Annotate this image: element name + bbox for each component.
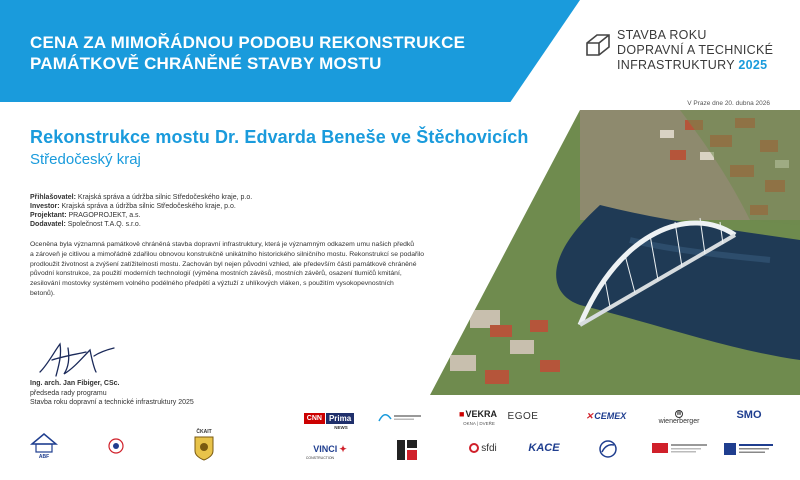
award-title <box>30 32 530 74</box>
brand-line-3: INFRASTRUKTURY <box>617 58 735 72</box>
sfdi-logo <box>462 440 504 456</box>
description-line: prodloužit životnost a zvýšení zatížitelnosti mostu. Zachován byl nejen původní vzhled, ale především části památkově chráněné <box>30 260 417 268</box>
parties-list <box>30 193 252 229</box>
abf-logo <box>30 432 58 460</box>
ckait-logo <box>186 430 222 462</box>
description-line: Oceněna byla významná památkově chráněná stavba dopravní infrastruktury, která je významným odkazem umu našich předků <box>30 241 415 248</box>
project-title: Rekonstrukce mostu Dr. Edvarda Beneše ve Štěchovicích <box>30 127 529 147</box>
vekra-tagline: OKNA | DVEŘE <box>463 420 495 426</box>
cemex-label: CEMEX <box>594 411 627 421</box>
party-value: Krajská správa a údržba silnic Středočeského kraje, p.o. <box>61 203 236 210</box>
cnn-label: CNN <box>304 413 325 424</box>
sfdi-label: sfdi <box>481 442 497 454</box>
party-value: Krajská správa a údržba silnic Středočeského kraje, p.o. <box>77 194 253 201</box>
party-label: Investor: <box>30 203 60 210</box>
brand-line-2: DOPRAVNÍ A TECHNICKÉ <box>617 43 774 57</box>
signature-image <box>34 338 124 380</box>
brand-line-1: STAVBA ROKU <box>617 28 707 42</box>
brand-cube-icon <box>583 31 613 63</box>
vekra-logo: ■ VEKRA <box>459 409 497 419</box>
vinci-tagline: CONSTRUCTION <box>305 455 335 460</box>
party-row <box>30 220 252 229</box>
ministry-logo <box>98 437 134 456</box>
csi-logo <box>595 439 621 459</box>
cemex-logo: ✕ CEMEX <box>585 410 627 421</box>
bridge-aerial-photo <box>430 110 800 395</box>
party-label: Projektant: <box>30 212 67 219</box>
header-banner <box>0 0 800 102</box>
description-line: betonů). <box>30 289 55 297</box>
association-logo <box>724 441 774 457</box>
description-line: a zároveň je citlivou a mimořádně zdařilou obnovou konstrukčně unikátního historického silničního mostu. Rekonstrukcí se podařilo <box>30 250 425 258</box>
brand-year: 2025 <box>738 58 768 72</box>
prima-label: Prima <box>326 413 354 424</box>
abf-label: ABF <box>38 454 50 460</box>
news-label: NEWS <box>334 424 348 430</box>
wienerberger-label: wienerberger <box>658 417 700 425</box>
project-region: Středočeský kraj <box>30 151 141 168</box>
date-line: V Praze dne 20. dubna 2026 <box>687 100 770 107</box>
signer-name: Ing. arch. Jan Fibiger, CSc. <box>30 380 120 387</box>
mdcr-logo <box>377 410 423 424</box>
signer-block <box>30 379 194 408</box>
smo-logo: SMO <box>736 409 762 421</box>
ckait-label: ČKAIT <box>196 429 212 435</box>
vinci-label: VINCI <box>313 444 338 454</box>
description-line: zesilování mostovky systémem volného podélného předpětí a výztuží z uhlíkových vláken, s použitím vysokopevnostních <box>30 280 394 288</box>
party-row <box>30 193 252 202</box>
signer-program: Stavba roku dopravní a technické infrastruktury 2025 <box>30 399 194 406</box>
party-label: Dodavatel: <box>30 221 66 228</box>
description-line: původní konstrukce, za použití moderních technologií (výměna mostních závěsů, mostních závěrů, osazení tlumičů kmitání, <box>30 270 402 278</box>
party-value: Společnost T.A.Q. s.r.o. <box>67 221 141 228</box>
party-label: Přihlašovatel: <box>30 194 76 201</box>
award-title-line-1: CENA ZA MIMOŘÁDNOU PODOBU REKONSTRUKCE <box>30 33 466 52</box>
bau-logo <box>392 437 422 463</box>
sas-logo <box>652 440 710 456</box>
signer-role: předseda rady programu <box>30 389 107 397</box>
party-row <box>30 211 252 220</box>
wienerberger-logo: W wienerberger <box>658 410 700 425</box>
party-row <box>30 202 252 211</box>
brand-logo <box>583 28 793 88</box>
vekra-label: VEKRA <box>465 409 497 419</box>
egoe-logo: EGOE <box>507 410 539 422</box>
vinci-logo: VINCI ✦ <box>313 443 347 454</box>
award-title-line-2: PAMÁTKOVĚ CHRÁNĚNÉ STAVBY MOSTU <box>30 54 382 73</box>
party-value: PRAGOPROJEKT, a.s. <box>68 212 141 219</box>
kace-logo: KACE <box>528 442 560 454</box>
